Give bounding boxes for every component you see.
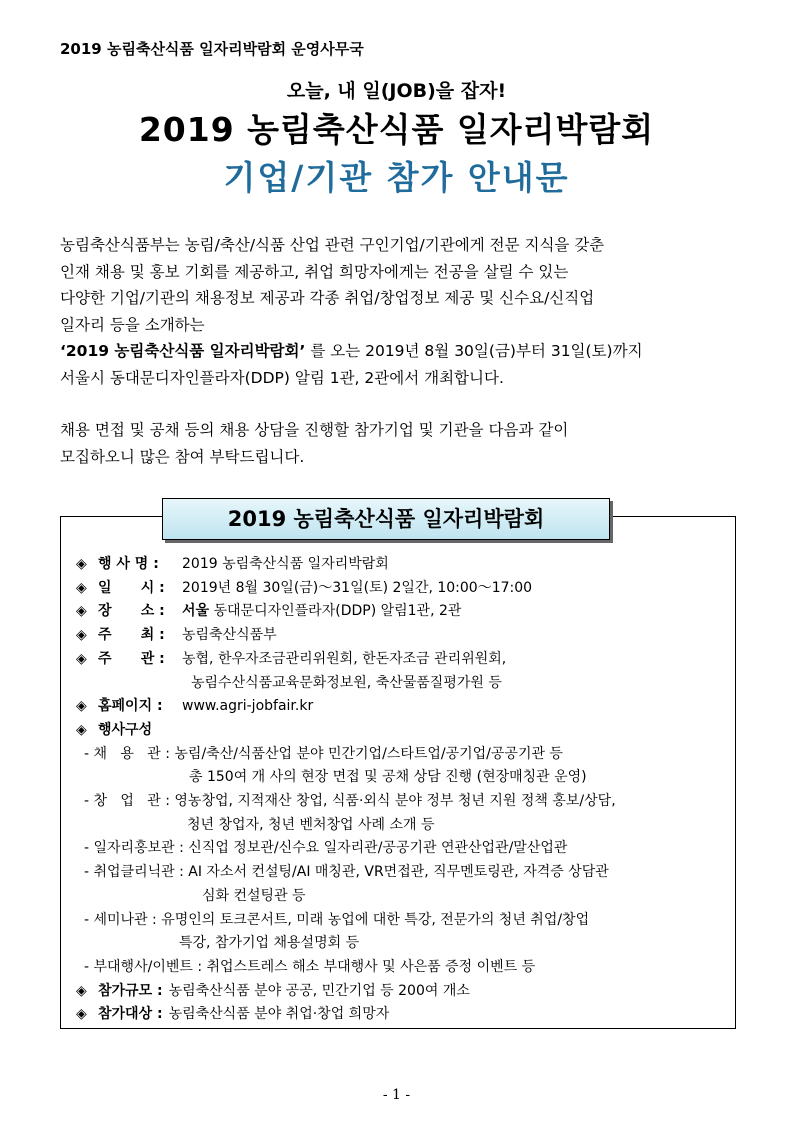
section-name: - 취업클리닉관 :	[84, 864, 184, 881]
section-job-promo	[76, 837, 726, 861]
intro-paragraph	[60, 232, 740, 470]
intro-line: 다양한 기업/기관의 채용정보 제공과 각종 취업/창업정보 제공 및 신수요/신직업	[60, 289, 595, 307]
homepage-row	[76, 695, 726, 719]
intro-line: 서울시 동대문디자인플라자(DDP) 알림 1관, 2관에서 개최합니다.	[60, 368, 504, 387]
section-name: - 채 용 관 :	[84, 745, 170, 762]
event-name-quote: ‘2019 농림축산식품 일자리박람회’	[60, 342, 306, 360]
target-value: 농림축산식품 분야 취업·창업 희망자	[168, 1006, 390, 1023]
place-city: 서울	[182, 603, 210, 620]
section-desc: 취업스트레스 해소 부대행사 및 사은품 증정 이벤트 등	[202, 958, 536, 975]
document-title: 2019 농림축산식품 일자리박람회	[138, 110, 655, 149]
diamond-bullet-icon: ◈	[76, 579, 87, 596]
section-job-clinic	[76, 861, 726, 885]
diamond-bullet-icon: ◈	[76, 721, 87, 738]
section-name: - 부대행사/이벤트 :	[84, 958, 203, 975]
intro-line: 일자리 등을 소개하는	[60, 315, 205, 334]
slogan: 오늘, 내 일(JOB)을 잡자!	[286, 80, 507, 102]
section-desc: AI 자소서 컨설팅/AI 매칭관, VR면접관, 직무멘토링관, 자격증 상담관	[183, 864, 609, 881]
diamond-bullet-icon: ◈	[76, 1006, 87, 1023]
place-value: 동대문디자인플라자(DDP) 알림1관, 2관	[209, 603, 462, 620]
place-label: 장 소 :	[98, 603, 165, 620]
section-recruit	[76, 743, 726, 767]
diamond-bullet-icon: ◈	[76, 627, 87, 644]
homepage-label: 홈페이지 :	[98, 698, 163, 715]
section-desc-cont: 청년 창업자, 청년 벤처창업 사례 소개 등	[187, 816, 435, 833]
section-desc: 신직업 정보관/신수요 일자리관/공공기관 연관산업관/말산업관	[183, 840, 568, 857]
composition-label: 행사구성	[98, 721, 153, 738]
diamond-bullet-icon: ◈	[76, 698, 87, 715]
section-desc-cont: 특강, 참가기업 채용설명회 등	[179, 935, 360, 952]
host-value: 농림축산식품부	[182, 627, 277, 644]
section-startup	[76, 790, 726, 814]
section-seminar	[76, 909, 726, 933]
scale-row	[76, 980, 726, 1004]
organizer-label: 주 관 :	[98, 650, 165, 667]
host-row	[76, 624, 726, 648]
section-events	[76, 956, 726, 980]
section-name: - 세미나관 :	[84, 911, 157, 928]
intro-line: 모집하오니 많은 참여 부탁드립니다.	[60, 447, 305, 466]
section-desc: 영농창업, 지적재산 창업, 식품·외식 분야 정부 청년 지원 정책 홍보/상담,	[169, 793, 616, 810]
host-label: 주 최 :	[98, 627, 165, 644]
target-label: 참가대상 :	[98, 1006, 163, 1023]
page-number: - 1 -	[382, 1087, 411, 1103]
event-info-box-title: 2019 농림축산식품 일자리박람회	[162, 498, 610, 540]
section-desc: 농림/축산/식품산업 분야 민간기업/스타트업/공기업/공공기관 등	[169, 745, 563, 762]
organizer-row	[76, 648, 726, 672]
event-name-row	[76, 553, 726, 577]
diamond-bullet-icon: ◈	[76, 650, 87, 667]
intro-line: 채용 면접 및 공채 등의 채용 상담을 진행할 참가기업 및 기관을 다음과 같이	[60, 421, 569, 439]
diamond-bullet-icon: ◈	[76, 603, 87, 620]
intro-line-event	[60, 338, 740, 365]
section-name: - 일자리홍보관 :	[84, 840, 184, 857]
section-desc-cont: 총 150여 개 사의 현장 면접 및 공채 상담 진행 (현장매칭관 운영)	[189, 769, 587, 786]
date-value: 2019년 8월 30일(금)～31일(토) 2일간, 10:00～17:00	[182, 579, 533, 596]
diamond-bullet-icon: ◈	[76, 982, 87, 999]
section-desc: 유명인의 토크콘서트, 미래 농업에 대한 특강, 전문가의 청년 취업/창업	[156, 911, 590, 928]
date-row	[76, 577, 726, 601]
intro-line: 농림축산식품부는 농림/축산/식품 산업 관련 구인기업/기관에게 전문 지식을 갖춘	[60, 236, 605, 254]
intro-line: 인재 채용 및 홍보 기회를 제공하고, 취업 희망자에게는 전공을 살릴 수 있는	[60, 262, 569, 281]
organizer-value: 농협, 한우자조금관리위원회, 한돈자조금 관리위원회,	[182, 650, 507, 667]
homepage-link[interactable]: www.agri-jobfair.kr	[182, 698, 314, 715]
scale-value: 농림축산식품 분야 공공, 민간기업 등 200여 개소	[168, 982, 470, 999]
diamond-bullet-icon: ◈	[76, 556, 87, 572]
target-row	[76, 1003, 726, 1027]
date-label: 일 시 :	[98, 579, 165, 596]
composition-row	[76, 719, 726, 743]
event-name-label: 행 사 명 :	[98, 556, 159, 572]
event-dates-text: 를 오는 2019년 8월 30일(금)부터 31일(토)까지	[305, 342, 643, 360]
section-name: - 창 업 관 :	[84, 793, 170, 810]
scale-label: 참가규모 :	[98, 982, 163, 999]
organizer-value-cont: 농림수산식품교육문화정보원, 축산물품질평가원 등	[191, 674, 502, 691]
place-row	[76, 600, 726, 624]
document-header: 2019 농림축산식품 일자리박람회 운영사무국	[60, 40, 364, 58]
event-info-list	[76, 553, 726, 1027]
event-name-value: 2019 농림축산식품 일자리박람회	[182, 556, 389, 572]
section-desc-cont: 심화 컨설팅관 등	[202, 887, 306, 904]
document-subtitle: 기업/기관 참가 안내문	[223, 158, 570, 197]
